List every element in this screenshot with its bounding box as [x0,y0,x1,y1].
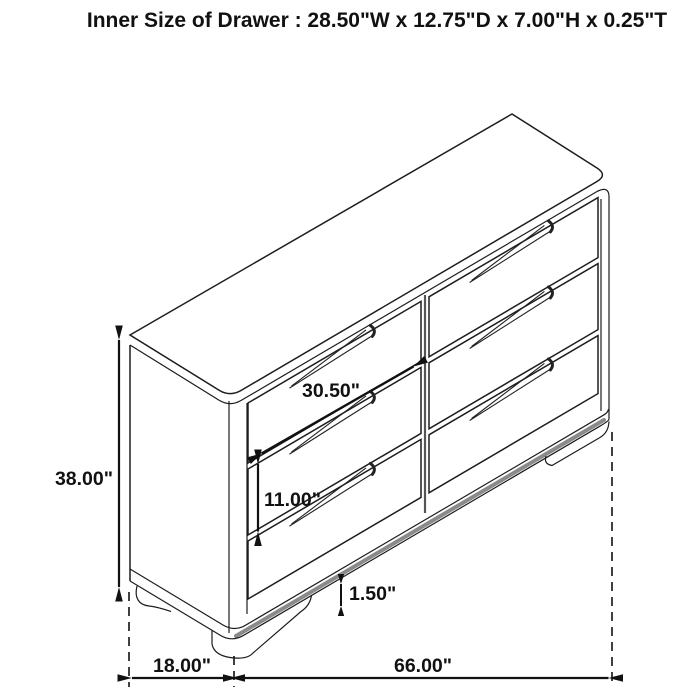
drawer-grid [248,198,598,599]
dim-label-depth: 18.00" [152,655,212,677]
drawer-top-right [429,198,598,357]
diagram-title: Inner Size of Drawer : 28.50"W x 12.75"D x 7.00"H x 0.25"T [86,9,668,32]
dim-depth [132,655,231,678]
base-bottom-rail [130,420,609,639]
foot-left [136,586,171,612]
dim-drawer-height [258,464,321,532]
dim-drawer-width [262,367,414,454]
dim-overall-height [55,340,119,587]
drawer-handle [470,359,553,421]
drawer-handle [470,221,553,283]
dim-label-width: 66.00" [393,655,453,677]
dimension-annotations [55,340,612,687]
dim-label-base-height: 1.50" [349,583,397,605]
dresser-top-edge-band [130,189,609,419]
drawer-middle-right [429,264,598,429]
dim-label-drawer-width: 30.50" [301,380,361,402]
dim-label-drawer-height: 11.00" [264,489,321,511]
dim-label-height: 38.00" [54,468,113,490]
dim-base-height [341,583,396,606]
drawer-handle [290,325,375,388]
drawer-handle [470,287,553,349]
dresser-illustration [130,114,609,658]
dim-width [238,655,609,678]
dresser-top-panel [130,114,602,394]
